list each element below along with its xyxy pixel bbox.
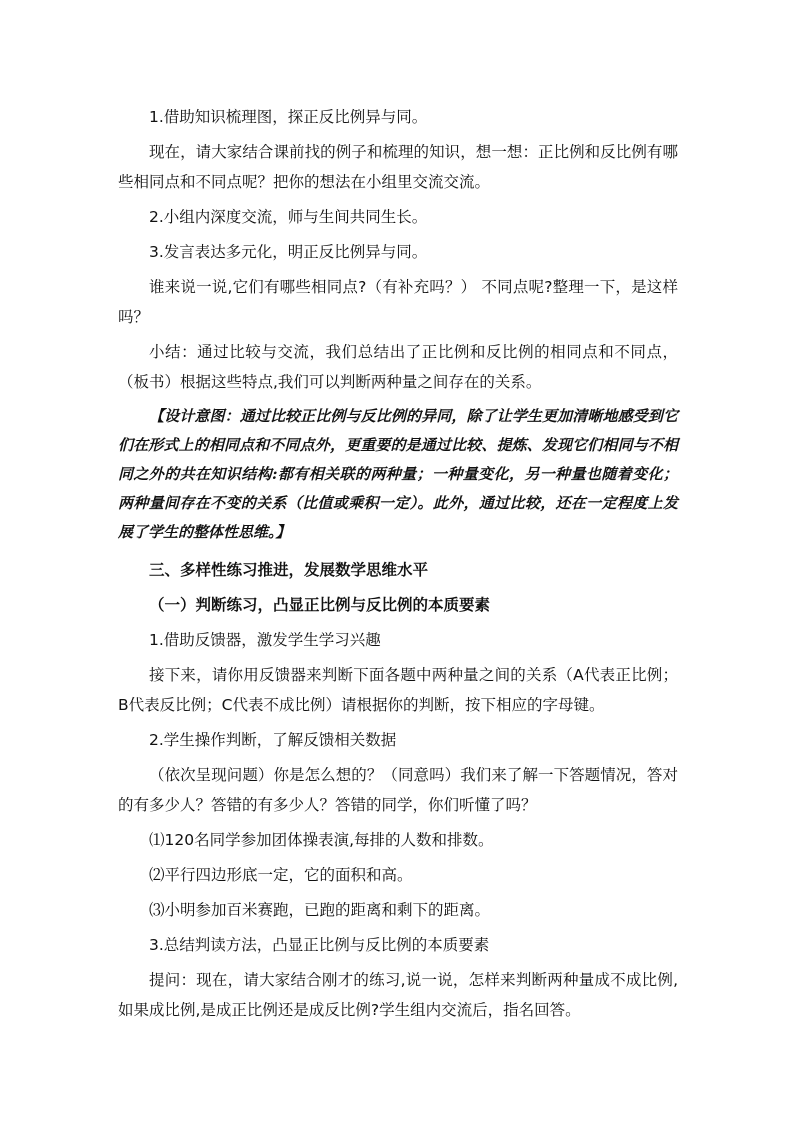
paragraph-method-step: 3.总结判读方法，凸显正比例与反比例的本质要素 xyxy=(149,936,490,954)
exercise-item-1: ⑴120名同学参加团体操表演,每排的人数和排数。 xyxy=(149,831,494,849)
paragraph-step-3: 3.发言表达多元化，明正反比例异与同。 xyxy=(149,243,428,261)
paragraph-step-1: 1.借助知识梳理图，探正反比例异与同。 xyxy=(149,108,428,126)
paragraph-clicker-instructions: 接下来，请你用反馈器来判断下面各题中两种量之间的关系（A代表正比例；B代表反比例；C代表不成比例）请根据你的判断，按下相应的字母键。 xyxy=(118,666,678,714)
exercise-item-3: ⑶小明参加百米赛跑，已跑的距离和剩下的距离。 xyxy=(149,901,491,919)
paragraph-feedback-step: 2.学生操作判断，了解反馈相关数据 xyxy=(149,731,397,749)
design-intent-note: 【设计意图：通过比较正比例与反比例的异同，除了让学生更加清晰地感受到它们在形式上的相同点和不同点外，更重要的是通过比较、提炼、发现它们相同与不相同之外的共在知识结构:都有相关联的两种量；一种量变化，另一种量也随着变化；两种量间存在不变的关系（比值或乘积一定）。此外，通过比较，还在一定程度上发展了学生的整体性思维。】 xyxy=(118,407,678,541)
section-heading-practice: 三、多样性练习推进，发展数学思维水平 xyxy=(149,561,429,579)
paragraph-summary: 小结：通过比较与交流，我们总结出了正比例和反比例的相同点和不同点，（板书）根据这些特点,我们可以判断两种量之间存在的关系。 xyxy=(118,343,678,391)
exercise-item-2: ⑵平行四边形底一定，它的面积和高。 xyxy=(149,866,413,884)
subsection-heading-judgment: （一）判断练习，凸显正比例与反比例的本质要素 xyxy=(149,596,491,614)
paragraph-step-2: 2.小组内深度交流，师与生间共同生长。 xyxy=(149,208,428,226)
paragraph-feedback-questions: （依次呈现问题）你是怎么想的？（同意吗）我们来了解一下答题情况，答对的有多少人？答错的有多少人？答错的同学，你们听懂了吗？ xyxy=(118,766,678,814)
paragraph-discussion-prompt: 现在，请大家结合课前找的例子和梳理的知识，想一想：正比例和反比例有哪些相同点和不同点呢？把你的想法在小组里交流交流。 xyxy=(118,143,678,191)
paragraph-final-question: 提问：现在，请大家结合刚才的练习,说一说，怎样来判断两种量成不成比例,如果成比例,是成正比例还是成反比例?学生组内交流后，指名回答。 xyxy=(118,971,678,1019)
paragraph-question: 谁来说一说,它们有哪些相同点?（有补充吗？） 不同点呢?整理一下，是这样吗？ xyxy=(118,278,678,326)
document-body xyxy=(118,102,678,1030)
paragraph-clicker-step: 1.借助反馈器，激发学生学习兴趣 xyxy=(149,631,381,649)
